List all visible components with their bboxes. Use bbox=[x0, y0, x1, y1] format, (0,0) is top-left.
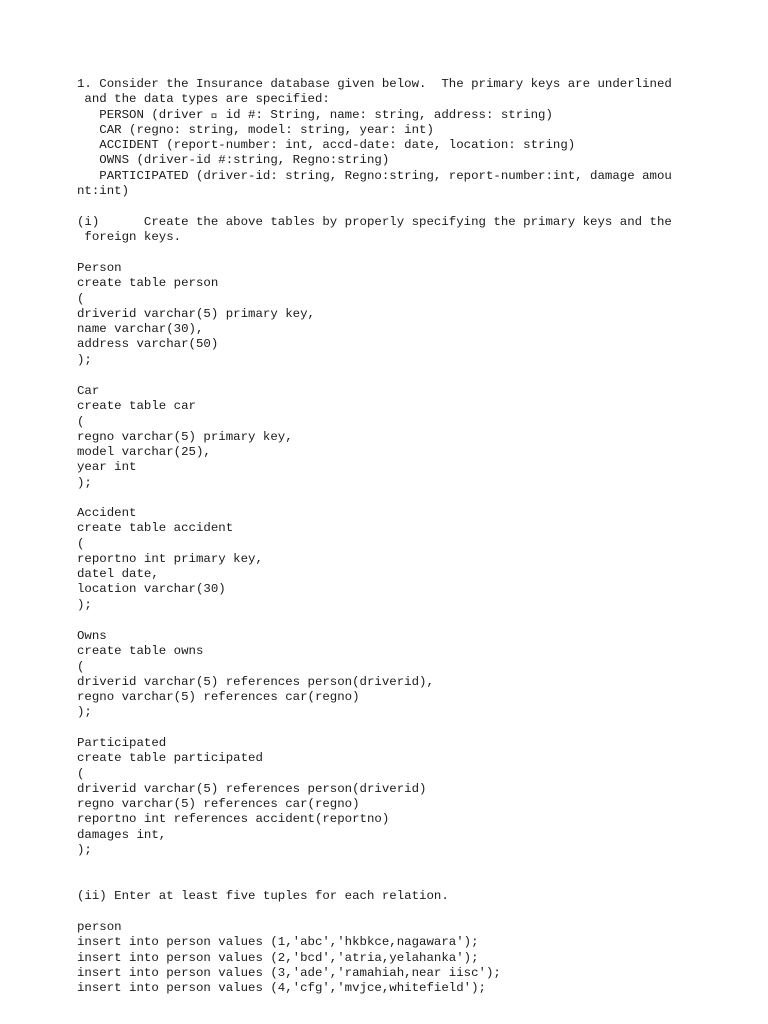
code-line: year int bbox=[77, 460, 137, 475]
text-line: ACCIDENT (report-number: int, accd-date: date, location: string) bbox=[77, 138, 576, 153]
section-label: Participated bbox=[77, 736, 167, 750]
code-line: ); bbox=[77, 352, 92, 367]
code-line: ); bbox=[77, 843, 92, 858]
code-line: damages int, bbox=[77, 827, 167, 842]
code-line: insert into person values (4,'cfg','mvjce,whitefield'); bbox=[77, 981, 486, 996]
participated-table-sql bbox=[77, 736, 717, 858]
code-line: ( bbox=[77, 414, 85, 429]
text-line: PERSON (driver id #: String, name: string, address: string) bbox=[77, 107, 553, 122]
code-line: reportno int references accident(reportno) bbox=[77, 812, 390, 827]
code-line: address varchar(50) bbox=[77, 337, 219, 352]
code-line: ); bbox=[77, 475, 92, 490]
code-line: reportno int primary key, bbox=[77, 551, 263, 566]
person-insert-sql bbox=[77, 920, 717, 996]
part-ii-heading bbox=[77, 889, 717, 904]
section-label: Person bbox=[77, 261, 122, 275]
code-line: create table owns bbox=[77, 644, 204, 659]
code-line: driverid varchar(5) references person(driverid) bbox=[77, 781, 427, 796]
text-line: OWNS (driver-id #:string, Regno:string) bbox=[77, 153, 390, 168]
code-line: insert into person values (2,'bcd','atria,yelahanka'); bbox=[77, 950, 479, 965]
code-line: ( bbox=[77, 659, 85, 674]
section-label: Owns bbox=[77, 629, 107, 643]
code-line: datel date, bbox=[77, 567, 159, 582]
code-line: driverid varchar(5) references person(driverid), bbox=[77, 674, 434, 689]
code-line: ); bbox=[77, 597, 92, 612]
text-line: (i) Create the above tables by properly specifying the primary keys and the bbox=[77, 215, 672, 229]
code-line: create table car bbox=[77, 399, 196, 414]
part-i-heading bbox=[77, 215, 717, 246]
text-line: PARTICIPATED (driver-id: string, Regno:string, report-number:int, damage amou bbox=[77, 168, 672, 183]
text-line: foreign keys. bbox=[77, 230, 182, 245]
code-line: create table accident bbox=[77, 521, 234, 536]
code-line: model varchar(25), bbox=[77, 445, 211, 460]
code-line: ( bbox=[77, 766, 85, 781]
question-statement bbox=[77, 77, 717, 199]
car-table-sql bbox=[77, 384, 717, 491]
text-line: nt:int) bbox=[77, 184, 130, 199]
section-label: Accident bbox=[77, 506, 137, 520]
code-line: insert into person values (3,'ade','ramahiah,near iisc'); bbox=[77, 965, 501, 980]
code-line: driverid varchar(5) primary key, bbox=[77, 306, 315, 321]
owns-table-sql bbox=[77, 629, 717, 721]
code-line: regno varchar(5) primary key, bbox=[77, 429, 293, 444]
code-line: create table participated bbox=[77, 751, 263, 766]
code-line: ( bbox=[77, 291, 85, 306]
section-label: person bbox=[77, 920, 122, 934]
text-line: 1. Consider the Insurance database given below. The primary keys are underlined bbox=[77, 77, 672, 91]
code-line: name varchar(30), bbox=[77, 322, 204, 337]
section-label: Car bbox=[77, 384, 100, 398]
code-line: location varchar(30) bbox=[77, 582, 226, 597]
code-line: regno varchar(5) references car(regno) bbox=[77, 797, 360, 812]
text-line: CAR (regno: string, model: string, year: int) bbox=[77, 122, 434, 137]
person-table-sql bbox=[77, 261, 717, 368]
code-line: ( bbox=[77, 536, 85, 551]
text-line: (ii) Enter at least five tuples for each relation. bbox=[77, 889, 449, 903]
code-line: insert into person values (1,'abc','hkbkce,nagawara'); bbox=[77, 935, 479, 950]
code-line: regno varchar(5) references car(regno) bbox=[77, 690, 360, 705]
code-line: create table person bbox=[77, 276, 219, 291]
accident-table-sql bbox=[77, 506, 717, 613]
text-line: and the data types are specified: bbox=[77, 92, 330, 107]
code-line: ); bbox=[77, 705, 92, 720]
